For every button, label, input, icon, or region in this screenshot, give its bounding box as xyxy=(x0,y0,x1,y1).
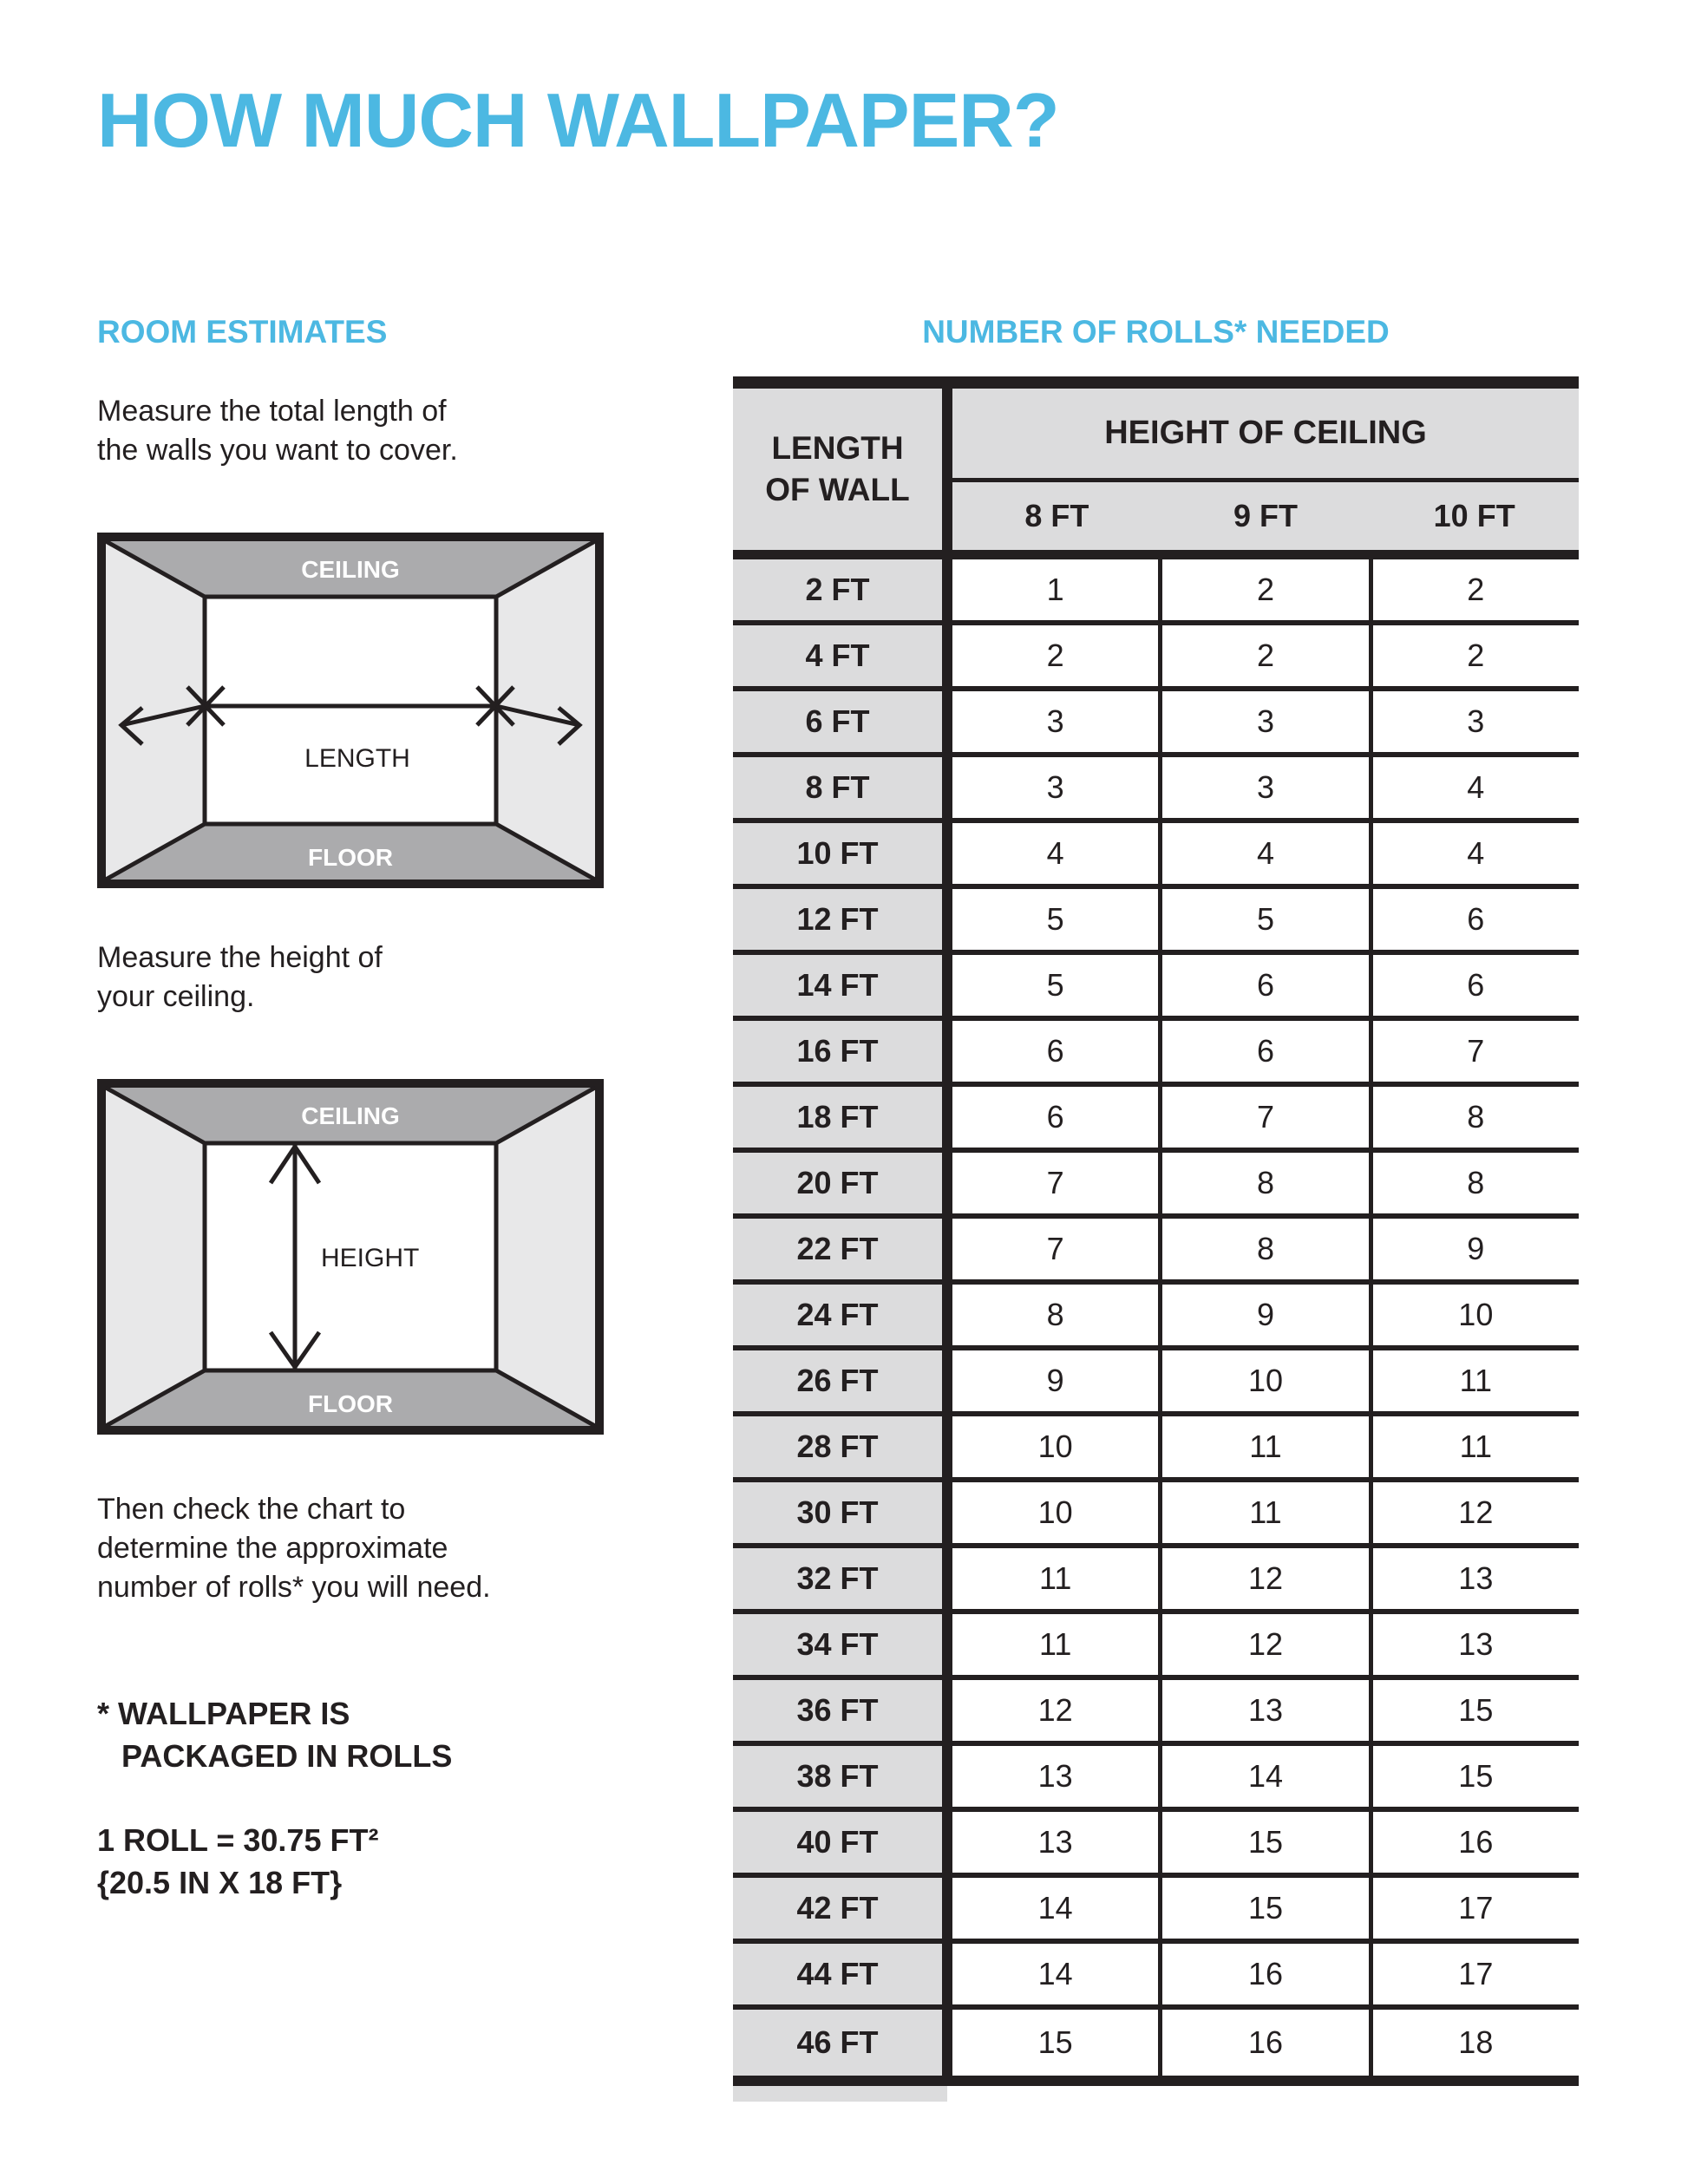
table-row xyxy=(733,1680,1579,1746)
table-row xyxy=(733,1153,1579,1219)
ceiling-height-subheaders xyxy=(952,482,1579,550)
room-estimates-heading: ROOM ESTIMATES xyxy=(97,314,388,350)
roll-count-cell: 10 xyxy=(1373,1285,1579,1345)
roll-count-cell: 11 xyxy=(952,1548,1162,1609)
roll-count-cell: 13 xyxy=(952,1746,1162,1807)
row-length-label: 26 FT xyxy=(733,1350,952,1411)
roll-count-cell: 13 xyxy=(1162,1680,1372,1741)
roll-count-cell: 10 xyxy=(952,1482,1162,1543)
ceiling-label: CEILING xyxy=(301,1102,400,1129)
roll-count-cell: 10 xyxy=(1162,1350,1372,1411)
row-length-label: 36 FT xyxy=(733,1680,952,1741)
row-length-label: 34 FT xyxy=(733,1614,952,1675)
roll-count-cell: 4 xyxy=(952,823,1162,884)
paragraph-line: the walls you want to cover. xyxy=(97,434,458,468)
note-line: 1 ROLL = 30.75 FT² xyxy=(97,1822,379,1858)
table-row xyxy=(733,691,1579,757)
floor-label: FLOOR xyxy=(308,1390,393,1417)
roll-count-cell: 16 xyxy=(1373,1812,1579,1873)
roll-count-cell: 8 xyxy=(1162,1219,1372,1279)
paragraph-line: your ceiling. xyxy=(97,980,255,1014)
table-row xyxy=(733,1746,1579,1812)
rolls-table xyxy=(733,376,1579,2102)
ceiling-label: CEILING xyxy=(301,556,400,583)
row-length-label: 4 FT xyxy=(733,625,952,686)
roll-count-cell: 11 xyxy=(1162,1416,1372,1477)
table-row xyxy=(733,1944,1579,2010)
roll-count-cell: 4 xyxy=(1162,823,1372,884)
row-length-label: 30 FT xyxy=(733,1482,952,1543)
table-row xyxy=(733,2010,1579,2076)
paragraph-line: Then check the chart to xyxy=(97,1493,406,1526)
table-row xyxy=(733,559,1579,625)
room-diagram-height xyxy=(97,1079,604,1435)
note-text: WALLPAPER IS xyxy=(118,1696,350,1731)
table-row xyxy=(733,1878,1579,1944)
roll-count-cell: 6 xyxy=(1373,889,1579,950)
height-of-ceiling-group xyxy=(952,389,1579,550)
table-row xyxy=(733,1285,1579,1350)
roll-count-cell: 11 xyxy=(1373,1350,1579,1411)
row-length-label: 14 FT xyxy=(733,955,952,1016)
row-length-label: 2 FT xyxy=(733,559,952,620)
roll-count-cell: 5 xyxy=(952,889,1162,950)
roll-count-cell: 7 xyxy=(952,1153,1162,1213)
row-length-label: 32 FT xyxy=(733,1548,952,1609)
table-row xyxy=(733,1350,1579,1416)
roll-count-cell: 6 xyxy=(952,1087,1162,1148)
roll-count-cell: 13 xyxy=(1373,1614,1579,1675)
roll-count-cell: 7 xyxy=(1162,1087,1372,1148)
row-length-label: 40 FT xyxy=(733,1812,952,1873)
roll-count-cell: 12 xyxy=(1162,1548,1372,1609)
table-row xyxy=(733,1812,1579,1878)
roll-count-cell: 14 xyxy=(952,1944,1162,2004)
row-length-label: 28 FT xyxy=(733,1416,952,1477)
note-line xyxy=(97,1693,452,1736)
row-length-label: 10 FT xyxy=(733,823,952,884)
roll-count-cell: 2 xyxy=(1373,625,1579,686)
table-row xyxy=(733,823,1579,889)
roll-count-cell: 8 xyxy=(1373,1153,1579,1213)
roll-count-cell: 3 xyxy=(952,757,1162,818)
paragraph-line: Measure the total length of xyxy=(97,395,447,428)
roll-count-cell: 9 xyxy=(952,1350,1162,1411)
roll-count-cell: 3 xyxy=(952,691,1162,752)
header-line: OF WALL xyxy=(765,472,910,507)
roll-count-cell: 10 xyxy=(952,1416,1162,1477)
roll-count-cell: 6 xyxy=(1162,1021,1372,1082)
table-row xyxy=(733,757,1579,823)
table-body xyxy=(733,559,1579,2076)
roll-count-cell: 17 xyxy=(1373,1878,1579,1939)
note-line: PACKAGED IN ROLLS xyxy=(121,1737,453,1774)
roll-count-cell: 2 xyxy=(1162,559,1372,620)
roll-count-cell: 8 xyxy=(1162,1153,1372,1213)
left-wall-face xyxy=(106,1088,205,1426)
paragraph-line: determine the approximate xyxy=(97,1532,448,1566)
roll-count-cell: 4 xyxy=(1373,757,1579,818)
floor-label: FLOOR xyxy=(308,844,393,871)
roll-count-cell: 13 xyxy=(1373,1548,1579,1609)
measure-length-paragraph xyxy=(97,392,458,470)
note-line: {20.5 IN X 18 FT} xyxy=(97,1864,343,1900)
roll-count-cell: 7 xyxy=(952,1219,1162,1279)
column-header-9ft: 9 FT xyxy=(1233,498,1299,533)
roll-count-cell: 9 xyxy=(1373,1219,1579,1279)
roll-count-cell: 11 xyxy=(1373,1416,1579,1477)
measure-height-paragraph xyxy=(97,938,383,1017)
row-length-label: 16 FT xyxy=(733,1021,952,1082)
check-chart-paragraph xyxy=(97,1490,491,1608)
roll-count-cell: 15 xyxy=(1373,1746,1579,1807)
asterisk: * xyxy=(97,1696,110,1731)
row-length-label: 22 FT xyxy=(733,1219,952,1279)
row-length-label: 46 FT xyxy=(733,2010,952,2076)
header-divider xyxy=(733,550,1579,559)
roll-count-cell: 16 xyxy=(1162,2010,1372,2076)
roll-count-cell: 7 xyxy=(1373,1021,1579,1082)
row-length-label: 44 FT xyxy=(733,1944,952,2004)
roll-count-cell: 12 xyxy=(1162,1614,1372,1675)
page-title: HOW MUCH WALLPAPER? xyxy=(97,77,1059,163)
table-row xyxy=(733,1021,1579,1087)
height-of-ceiling-header: HEIGHT OF CEILING xyxy=(952,389,1579,482)
paragraph-line: Measure the height of xyxy=(97,941,383,974)
roll-count-cell: 16 xyxy=(1162,1944,1372,2004)
table-row xyxy=(733,955,1579,1021)
room-diagram-length xyxy=(97,533,604,888)
roll-count-cell: 13 xyxy=(952,1812,1162,1873)
roll-count-cell: 9 xyxy=(1162,1285,1372,1345)
roll-count-cell: 17 xyxy=(1373,1944,1579,2004)
roll-count-cell: 8 xyxy=(952,1285,1162,1345)
roll-count-cell: 15 xyxy=(952,2010,1162,2076)
roll-count-cell: 4 xyxy=(1373,823,1579,884)
height-measure-label: HEIGHT xyxy=(321,1244,420,1272)
roll-count-cell: 5 xyxy=(1162,889,1372,950)
roll-count-cell: 3 xyxy=(1162,757,1372,818)
table-row xyxy=(733,1614,1579,1680)
roll-count-cell: 5 xyxy=(952,955,1162,1016)
table-row xyxy=(733,625,1579,691)
row-length-label: 18 FT xyxy=(733,1087,952,1148)
roll-count-cell: 2 xyxy=(1162,625,1372,686)
table-row xyxy=(733,1416,1579,1482)
column-header-10ft: 10 FT xyxy=(1433,498,1515,533)
row-length-label: 6 FT xyxy=(733,691,952,752)
row-length-label: 8 FT xyxy=(733,757,952,818)
row-length-label: 42 FT xyxy=(733,1878,952,1939)
roll-count-cell: 11 xyxy=(952,1614,1162,1675)
table-row xyxy=(733,1219,1579,1285)
roll-count-cell: 12 xyxy=(952,1680,1162,1741)
row-length-label: 12 FT xyxy=(733,889,952,950)
header-line: LENGTH xyxy=(771,429,904,466)
roll-count-cell: 14 xyxy=(1162,1746,1372,1807)
packaged-in-rolls-note xyxy=(97,1693,452,1778)
table-row xyxy=(733,1087,1579,1153)
roll-count-cell: 15 xyxy=(1373,1680,1579,1741)
row-length-label: 38 FT xyxy=(733,1746,952,1807)
roll-count-cell: 3 xyxy=(1162,691,1372,752)
roll-count-cell: 6 xyxy=(1373,955,1579,1016)
row-length-label: 20 FT xyxy=(733,1153,952,1213)
table-row xyxy=(733,1548,1579,1614)
length-of-wall-header xyxy=(733,389,952,550)
roll-size-note xyxy=(97,1820,378,1905)
length-measure-label: LENGTH xyxy=(304,744,410,773)
table-row xyxy=(733,889,1579,955)
back-wall-face xyxy=(205,597,496,824)
roll-count-cell: 6 xyxy=(952,1021,1162,1082)
roll-count-cell: 2 xyxy=(952,625,1162,686)
roll-count-cell: 3 xyxy=(1373,691,1579,752)
table-header xyxy=(733,389,1579,550)
gray-column-stub xyxy=(733,2086,947,2102)
roll-count-cell: 2 xyxy=(1373,559,1579,620)
roll-count-cell: 8 xyxy=(1373,1087,1579,1148)
rolls-needed-heading: NUMBER OF ROLLS* NEEDED xyxy=(922,314,1390,350)
roll-count-cell: 1 xyxy=(952,559,1162,620)
roll-count-cell: 11 xyxy=(1162,1482,1372,1543)
roll-count-cell: 14 xyxy=(952,1878,1162,1939)
table-bottom-border xyxy=(733,2076,1579,2086)
row-length-label: 24 FT xyxy=(733,1285,952,1345)
roll-count-cell: 15 xyxy=(1162,1878,1372,1939)
roll-count-cell: 18 xyxy=(1373,2010,1579,2076)
roll-count-cell: 15 xyxy=(1162,1812,1372,1873)
column-header-8ft: 8 FT xyxy=(1024,498,1089,533)
roll-count-cell: 6 xyxy=(1162,955,1372,1016)
table-top-border xyxy=(733,376,1579,389)
table-row xyxy=(733,1482,1579,1548)
paragraph-line: number of rolls* you will need. xyxy=(97,1571,491,1605)
roll-count-cell: 12 xyxy=(1373,1482,1579,1543)
right-wall-face xyxy=(496,1088,595,1426)
